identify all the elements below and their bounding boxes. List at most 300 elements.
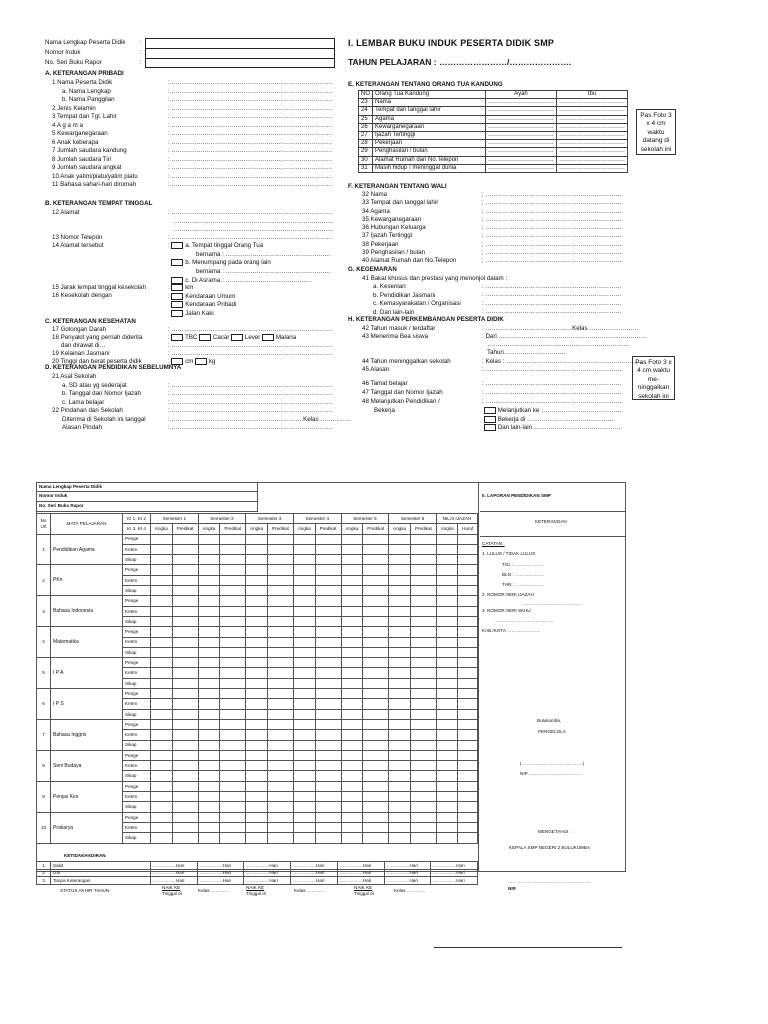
grade-cell[interactable] xyxy=(410,802,436,812)
grade-cell[interactable] xyxy=(246,575,268,585)
grade-cell[interactable] xyxy=(172,678,198,688)
grade-cell[interactable] xyxy=(293,689,315,699)
grade-cell[interactable] xyxy=(341,822,363,832)
grade-cell[interactable] xyxy=(172,833,198,843)
grade-cell[interactable] xyxy=(198,822,220,832)
fill-line[interactable]: : ………………………………………………………… xyxy=(482,398,622,405)
grade-cell[interactable] xyxy=(410,596,436,606)
grade-cell[interactable] xyxy=(293,771,315,781)
grade-cell[interactable] xyxy=(341,730,363,740)
checkbox[interactable] xyxy=(484,416,496,423)
fill-line[interactable]: : …………………………………………………………………… xyxy=(168,164,333,171)
grade-cell[interactable] xyxy=(293,606,315,616)
grade-cell[interactable] xyxy=(315,534,341,544)
checkbox[interactable] xyxy=(171,242,183,249)
grade-cell[interactable] xyxy=(151,730,173,740)
grade-cell[interactable] xyxy=(389,833,411,843)
grade-cell[interactable] xyxy=(172,575,198,585)
grade-cell[interactable] xyxy=(198,534,220,544)
grade-cell[interactable] xyxy=(341,668,363,678)
grade-cell[interactable] xyxy=(293,761,315,771)
fill-line[interactable]: ; ………………………………………………………… xyxy=(482,191,622,198)
grade-cell[interactable] xyxy=(267,616,293,626)
grade-cell[interactable] xyxy=(458,740,478,750)
fill-line[interactable]: : …………………………………………………………………… xyxy=(168,181,333,188)
grade-cell[interactable] xyxy=(410,781,436,791)
grade-cell[interactable] xyxy=(246,699,268,709)
checkbox[interactable] xyxy=(171,293,183,300)
grade-cell[interactable] xyxy=(151,616,173,626)
grade-cell[interactable] xyxy=(410,586,436,596)
grade-cell[interactable] xyxy=(293,750,315,760)
hari-cell[interactable]: ……………Hari xyxy=(197,869,244,877)
hari-cell[interactable]: ……………Hari xyxy=(431,869,478,877)
grade-cell[interactable] xyxy=(389,565,411,575)
fill-line[interactable]: : …………………………………………………………………… xyxy=(168,138,333,146)
grade-cell[interactable] xyxy=(410,822,436,832)
grade-cell[interactable] xyxy=(151,781,173,791)
grade-cell[interactable] xyxy=(293,575,315,585)
grade-cell[interactable] xyxy=(267,750,293,760)
grade-cell[interactable] xyxy=(389,586,411,596)
grade-cell[interactable] xyxy=(341,647,363,657)
grade-cell[interactable] xyxy=(198,637,220,647)
grade-cell[interactable] xyxy=(198,709,220,719)
checkbox[interactable] xyxy=(199,334,211,341)
hari-cell[interactable]: ……………Hari xyxy=(337,877,384,885)
checkbox[interactable] xyxy=(484,424,496,431)
grade-cell[interactable] xyxy=(151,596,173,606)
grade-cell[interactable] xyxy=(363,606,389,616)
grade-cell[interactable] xyxy=(389,781,411,791)
grade-cell[interactable] xyxy=(389,647,411,657)
grade-cell[interactable] xyxy=(363,792,389,802)
grade-cell[interactable] xyxy=(458,709,478,719)
grade-cell[interactable] xyxy=(458,750,478,760)
fill-line[interactable]: …………………………………………………………………… xyxy=(168,217,335,225)
grade-cell[interactable] xyxy=(246,565,268,575)
grade-cell[interactable] xyxy=(436,750,458,760)
grade-cell[interactable] xyxy=(198,802,220,812)
grade-cell[interactable] xyxy=(436,781,458,791)
grade-cell[interactable] xyxy=(341,678,363,688)
grade-cell[interactable] xyxy=(363,689,389,699)
grade-cell[interactable] xyxy=(267,781,293,791)
grade-cell[interactable] xyxy=(220,647,246,657)
grade-cell[interactable] xyxy=(220,822,246,832)
grade-cell[interactable] xyxy=(341,658,363,668)
grade-cell[interactable] xyxy=(389,575,411,585)
grade-cell[interactable] xyxy=(458,555,478,565)
grade-cell[interactable] xyxy=(151,606,173,616)
grade-cell[interactable] xyxy=(220,781,246,791)
fill-line[interactable]: : …………………………………………………………………… xyxy=(168,350,333,358)
fill-line[interactable]: : Dari ……………………………………………………………… xyxy=(482,333,648,340)
grade-cell[interactable] xyxy=(267,658,293,668)
grade-cell[interactable] xyxy=(458,596,478,606)
grade-cell[interactable] xyxy=(198,658,220,668)
grade-cell[interactable] xyxy=(172,586,198,596)
fill-line[interactable]: ; ………………………………………………………… xyxy=(482,207,622,215)
fill-line[interactable]: …………………………………………………………… xyxy=(487,341,630,348)
grade-cell[interactable] xyxy=(246,586,268,596)
grade-cell[interactable] xyxy=(267,802,293,812)
grade-cell[interactable] xyxy=(267,534,293,544)
grade-cell[interactable] xyxy=(341,771,363,781)
grade-cell[interactable] xyxy=(315,616,341,626)
grade-cell[interactable] xyxy=(410,544,436,554)
grade-cell[interactable] xyxy=(198,678,220,688)
cell-ibu[interactable]: …………………………… xyxy=(557,115,628,123)
hari-cell[interactable]: ……………Hari xyxy=(151,862,198,870)
grade-cell[interactable] xyxy=(220,637,246,647)
grade-cell[interactable] xyxy=(151,678,173,688)
grade-cell[interactable] xyxy=(198,555,220,565)
grade-cell[interactable] xyxy=(341,586,363,596)
grade-cell[interactable] xyxy=(198,647,220,657)
grade-cell[interactable] xyxy=(389,534,411,544)
fill-line[interactable]: : …………………………………………………………………… xyxy=(168,390,333,397)
grade-cell[interactable] xyxy=(220,699,246,709)
tahun-line[interactable]: Tahun………………………… xyxy=(487,349,566,356)
grade-cell[interactable] xyxy=(436,534,458,544)
grade-cell[interactable] xyxy=(151,699,173,709)
grade-cell[interactable] xyxy=(246,833,268,843)
grade-cell[interactable] xyxy=(293,565,315,575)
cell-ayah[interactable]: …………………………… xyxy=(486,131,557,139)
grade-cell[interactable] xyxy=(341,699,363,709)
grade-cell[interactable] xyxy=(267,596,293,606)
checkbox[interactable] xyxy=(484,407,496,414)
grade-cell[interactable] xyxy=(198,668,220,678)
grade-cell[interactable] xyxy=(341,596,363,606)
grade-cell[interactable] xyxy=(389,658,411,668)
grade-cell[interactable] xyxy=(363,719,389,729)
seri-rapor-box[interactable] xyxy=(145,58,335,68)
fill-line[interactable]: : ……………………………………………………… Kelas …………… xyxy=(168,415,352,423)
checkbox[interactable] xyxy=(171,259,183,266)
grade-cell[interactable] xyxy=(220,586,246,596)
grade-cell[interactable] xyxy=(315,606,341,616)
grade-cell[interactable] xyxy=(363,802,389,812)
hari-cell[interactable]: ……………Hari xyxy=(384,862,431,870)
grade-cell[interactable] xyxy=(246,771,268,781)
grade-cell[interactable] xyxy=(436,822,458,832)
grade-cell[interactable] xyxy=(220,689,246,699)
grade-cell[interactable] xyxy=(220,771,246,781)
grade-cell[interactable] xyxy=(410,730,436,740)
grade-cell[interactable] xyxy=(246,544,268,554)
cell-ibu[interactable]: …………………………… xyxy=(557,131,628,139)
grade-cell[interactable] xyxy=(341,833,363,843)
grade-cell[interactable] xyxy=(198,761,220,771)
grade-cell[interactable] xyxy=(410,709,436,719)
grade-cell[interactable] xyxy=(220,812,246,822)
grade-cell[interactable] xyxy=(151,709,173,719)
hari-cell[interactable]: ……………Hari xyxy=(244,862,291,870)
grade-cell[interactable] xyxy=(293,637,315,647)
hari-cell[interactable]: ……………Hari xyxy=(197,877,244,885)
grade-cell[interactable] xyxy=(220,534,246,544)
grade-cell[interactable] xyxy=(458,534,478,544)
grade-cell[interactable] xyxy=(436,812,458,822)
grade-cell[interactable] xyxy=(198,730,220,740)
grade-cell[interactable] xyxy=(293,544,315,554)
checkbox[interactable] xyxy=(171,277,183,284)
grade-cell[interactable] xyxy=(151,575,173,585)
grade-cell[interactable] xyxy=(341,719,363,729)
grade-cell[interactable] xyxy=(246,740,268,750)
grade-cell[interactable] xyxy=(267,678,293,688)
nama-box[interactable] xyxy=(145,38,335,48)
grade-cell[interactable] xyxy=(198,719,220,729)
fill-line[interactable]: : ………………………………………………………… xyxy=(482,380,622,387)
grade-cell[interactable] xyxy=(172,781,198,791)
hari-cell[interactable]: ……………Hari xyxy=(151,877,198,885)
grade-cell[interactable] xyxy=(246,781,268,791)
grade-cell[interactable] xyxy=(151,627,173,637)
hari-cell[interactable]: ……………Hari xyxy=(431,877,478,885)
grade-cell[interactable] xyxy=(198,812,220,822)
grade-cell[interactable] xyxy=(151,802,173,812)
grade-cell[interactable] xyxy=(436,833,458,843)
grade-cell[interactable] xyxy=(172,534,198,544)
fill-line[interactable]: …………………………………………………………………… xyxy=(168,226,335,233)
cell-ayah[interactable]: …………………………… xyxy=(486,99,557,107)
grade-cell[interactable] xyxy=(151,658,173,668)
grade-cell[interactable] xyxy=(267,544,293,554)
grade-cell[interactable] xyxy=(151,668,173,678)
grade-cell[interactable] xyxy=(458,833,478,843)
grade-cell[interactable] xyxy=(267,637,293,647)
grade-cell[interactable] xyxy=(410,668,436,678)
grade-cell[interactable] xyxy=(220,678,246,688)
grade-cell[interactable] xyxy=(436,637,458,647)
grade-cell[interactable] xyxy=(151,689,173,699)
grade-cell[interactable] xyxy=(315,761,341,771)
grade-cell[interactable] xyxy=(293,616,315,626)
grade-cell[interactable] xyxy=(410,575,436,585)
grade-cell[interactable] xyxy=(293,802,315,812)
grade-cell[interactable] xyxy=(172,802,198,812)
fill-line[interactable]: : Kelas : ………………………………………………………… xyxy=(482,358,643,365)
grade-cell[interactable] xyxy=(436,792,458,802)
grade-cell[interactable] xyxy=(246,689,268,699)
grade-cell[interactable] xyxy=(389,699,411,709)
grade-cell[interactable] xyxy=(172,822,198,832)
grade-cell[interactable] xyxy=(172,668,198,678)
grade-cell[interactable] xyxy=(246,658,268,668)
grade-cell[interactable] xyxy=(198,586,220,596)
grade-cell[interactable] xyxy=(458,616,478,626)
grade-cell[interactable] xyxy=(172,647,198,657)
grade-cell[interactable] xyxy=(341,575,363,585)
fill-line[interactable]: : …………………………………………………………………… xyxy=(168,172,333,180)
grade-cell[interactable] xyxy=(267,575,293,585)
grade-cell[interactable] xyxy=(410,555,436,565)
grade-cell[interactable] xyxy=(436,678,458,688)
grade-cell[interactable] xyxy=(151,586,173,596)
fill-line[interactable]: : …………………………………………………………………… xyxy=(168,155,333,163)
grade-cell[interactable] xyxy=(315,750,341,760)
grade-cell[interactable] xyxy=(151,812,173,822)
grade-cell[interactable] xyxy=(341,709,363,719)
grade-cell[interactable] xyxy=(293,586,315,596)
grade-cell[interactable] xyxy=(363,616,389,626)
fill-line[interactable]: : ………………………………………………………… xyxy=(482,366,622,373)
grade-cell[interactable] xyxy=(293,678,315,688)
grade-cell[interactable] xyxy=(172,812,198,822)
grade-cell[interactable] xyxy=(363,575,389,585)
checkbox[interactable] xyxy=(231,334,243,341)
grade-cell[interactable] xyxy=(363,678,389,688)
grade-cell[interactable] xyxy=(246,812,268,822)
grade-cell[interactable] xyxy=(458,565,478,575)
grade-cell[interactable] xyxy=(458,730,478,740)
grade-cell[interactable] xyxy=(172,740,198,750)
grade-cell[interactable] xyxy=(220,596,246,606)
grade-cell[interactable] xyxy=(220,761,246,771)
grade-cell[interactable] xyxy=(151,534,173,544)
cell-ibu[interactable]: …………………………… xyxy=(557,99,628,107)
grade-cell[interactable] xyxy=(363,647,389,657)
grade-cell[interactable] xyxy=(198,596,220,606)
grade-cell[interactable] xyxy=(410,534,436,544)
grade-cell[interactable] xyxy=(410,771,436,781)
checkbox[interactable] xyxy=(262,334,274,341)
grade-cell[interactable] xyxy=(267,709,293,719)
cell-ibu[interactable]: …………………………… xyxy=(557,156,628,164)
hari-cell[interactable]: ……………Hari xyxy=(291,862,338,870)
grade-cell[interactable] xyxy=(267,822,293,832)
grade-cell[interactable] xyxy=(267,740,293,750)
fill-line[interactable]: : …………………………………………………………………… xyxy=(168,209,333,216)
grade-cell[interactable] xyxy=(198,833,220,843)
grade-cell[interactable] xyxy=(198,565,220,575)
hari-cell[interactable]: ……………Hari xyxy=(291,877,338,885)
grade-cell[interactable] xyxy=(172,771,198,781)
grade-cell[interactable] xyxy=(389,596,411,606)
grade-cell[interactable] xyxy=(315,689,341,699)
nomor-induk-box[interactable] xyxy=(145,48,335,58)
grade-cell[interactable] xyxy=(436,616,458,626)
grade-cell[interactable] xyxy=(389,740,411,750)
cell-ayah[interactable]: …………………………… xyxy=(486,123,557,131)
grade-cell[interactable] xyxy=(293,709,315,719)
grade-cell[interactable] xyxy=(293,534,315,544)
grade-cell[interactable] xyxy=(315,802,341,812)
grade-cell[interactable] xyxy=(363,586,389,596)
grade-cell[interactable] xyxy=(458,606,478,616)
grade-cell[interactable] xyxy=(458,689,478,699)
grade-cell[interactable] xyxy=(220,606,246,616)
grade-cell[interactable] xyxy=(198,616,220,626)
grade-cell[interactable] xyxy=(172,719,198,729)
grade-cell[interactable] xyxy=(363,750,389,760)
grade-cell[interactable] xyxy=(389,555,411,565)
grade-cell[interactable] xyxy=(341,740,363,750)
grade-cell[interactable] xyxy=(267,647,293,657)
grade-cell[interactable] xyxy=(220,627,246,637)
grade-cell[interactable] xyxy=(293,658,315,668)
grade-cell[interactable] xyxy=(458,658,478,668)
grade-cell[interactable] xyxy=(198,544,220,554)
grade-cell[interactable] xyxy=(198,575,220,585)
hari-cell[interactable]: ……………Hari xyxy=(337,862,384,870)
fill-line[interactable]: : …………………………………………………………………… xyxy=(168,79,333,86)
grade-cell[interactable] xyxy=(293,812,315,822)
grade-cell[interactable] xyxy=(389,822,411,832)
grade-cell[interactable] xyxy=(341,812,363,822)
fill-line[interactable]: : …………………………………………………………………… xyxy=(168,130,333,137)
fill-line[interactable]: : …………………………………………………………………… xyxy=(168,407,333,414)
grade-cell[interactable] xyxy=(315,771,341,781)
grade-cell[interactable] xyxy=(172,555,198,565)
grade-cell[interactable] xyxy=(436,761,458,771)
grade-cell[interactable] xyxy=(220,802,246,812)
grade-cell[interactable] xyxy=(198,699,220,709)
grade-cell[interactable] xyxy=(436,719,458,729)
grade-cell[interactable] xyxy=(389,616,411,626)
grade-cell[interactable] xyxy=(246,555,268,565)
grade-cell[interactable] xyxy=(315,822,341,832)
grade-cell[interactable] xyxy=(436,647,458,657)
cell-ayah[interactable]: …………………………… xyxy=(486,140,557,148)
grade-cell[interactable] xyxy=(172,730,198,740)
grade-cell[interactable] xyxy=(315,544,341,554)
grade-cell[interactable] xyxy=(267,761,293,771)
grade-cell[interactable] xyxy=(363,555,389,565)
fill-line[interactable]: : …………………………………………………………………… xyxy=(168,96,333,103)
cell-ibu[interactable]: …………………………… xyxy=(557,107,628,115)
grade-cell[interactable] xyxy=(172,658,198,668)
grade-cell[interactable] xyxy=(315,647,341,657)
grade-cell[interactable] xyxy=(315,575,341,585)
grade-cell[interactable] xyxy=(436,730,458,740)
grade-cell[interactable] xyxy=(363,637,389,647)
grade-cell[interactable] xyxy=(315,678,341,688)
grade-cell[interactable] xyxy=(267,689,293,699)
grade-cell[interactable] xyxy=(246,668,268,678)
grade-cell[interactable] xyxy=(293,647,315,657)
grade-cell[interactable] xyxy=(389,761,411,771)
grade-cell[interactable] xyxy=(436,709,458,719)
grade-cell[interactable] xyxy=(293,781,315,791)
grade-cell[interactable] xyxy=(220,658,246,668)
grade-cell[interactable] xyxy=(458,812,478,822)
grade-cell[interactable] xyxy=(458,575,478,585)
grade-cell[interactable] xyxy=(198,689,220,699)
grade-cell[interactable] xyxy=(389,606,411,616)
grade-cell[interactable] xyxy=(436,658,458,668)
grade-cell[interactable] xyxy=(293,833,315,843)
grade-cell[interactable] xyxy=(293,740,315,750)
grade-cell[interactable] xyxy=(151,544,173,554)
grade-cell[interactable] xyxy=(458,781,478,791)
grade-cell[interactable] xyxy=(410,689,436,699)
grade-cell[interactable] xyxy=(363,565,389,575)
fill-line[interactable]: : ………………………………………………………… xyxy=(482,291,622,299)
grade-cell[interactable] xyxy=(293,555,315,565)
grade-cell[interactable] xyxy=(341,544,363,554)
fill-line[interactable]: : ………………………………………………………… xyxy=(482,283,622,290)
grade-cell[interactable] xyxy=(458,678,478,688)
grade-cell[interactable] xyxy=(436,596,458,606)
grade-cell[interactable] xyxy=(458,668,478,678)
grade-cell[interactable] xyxy=(198,750,220,760)
grade-cell[interactable] xyxy=(151,761,173,771)
grade-cell[interactable] xyxy=(293,699,315,709)
